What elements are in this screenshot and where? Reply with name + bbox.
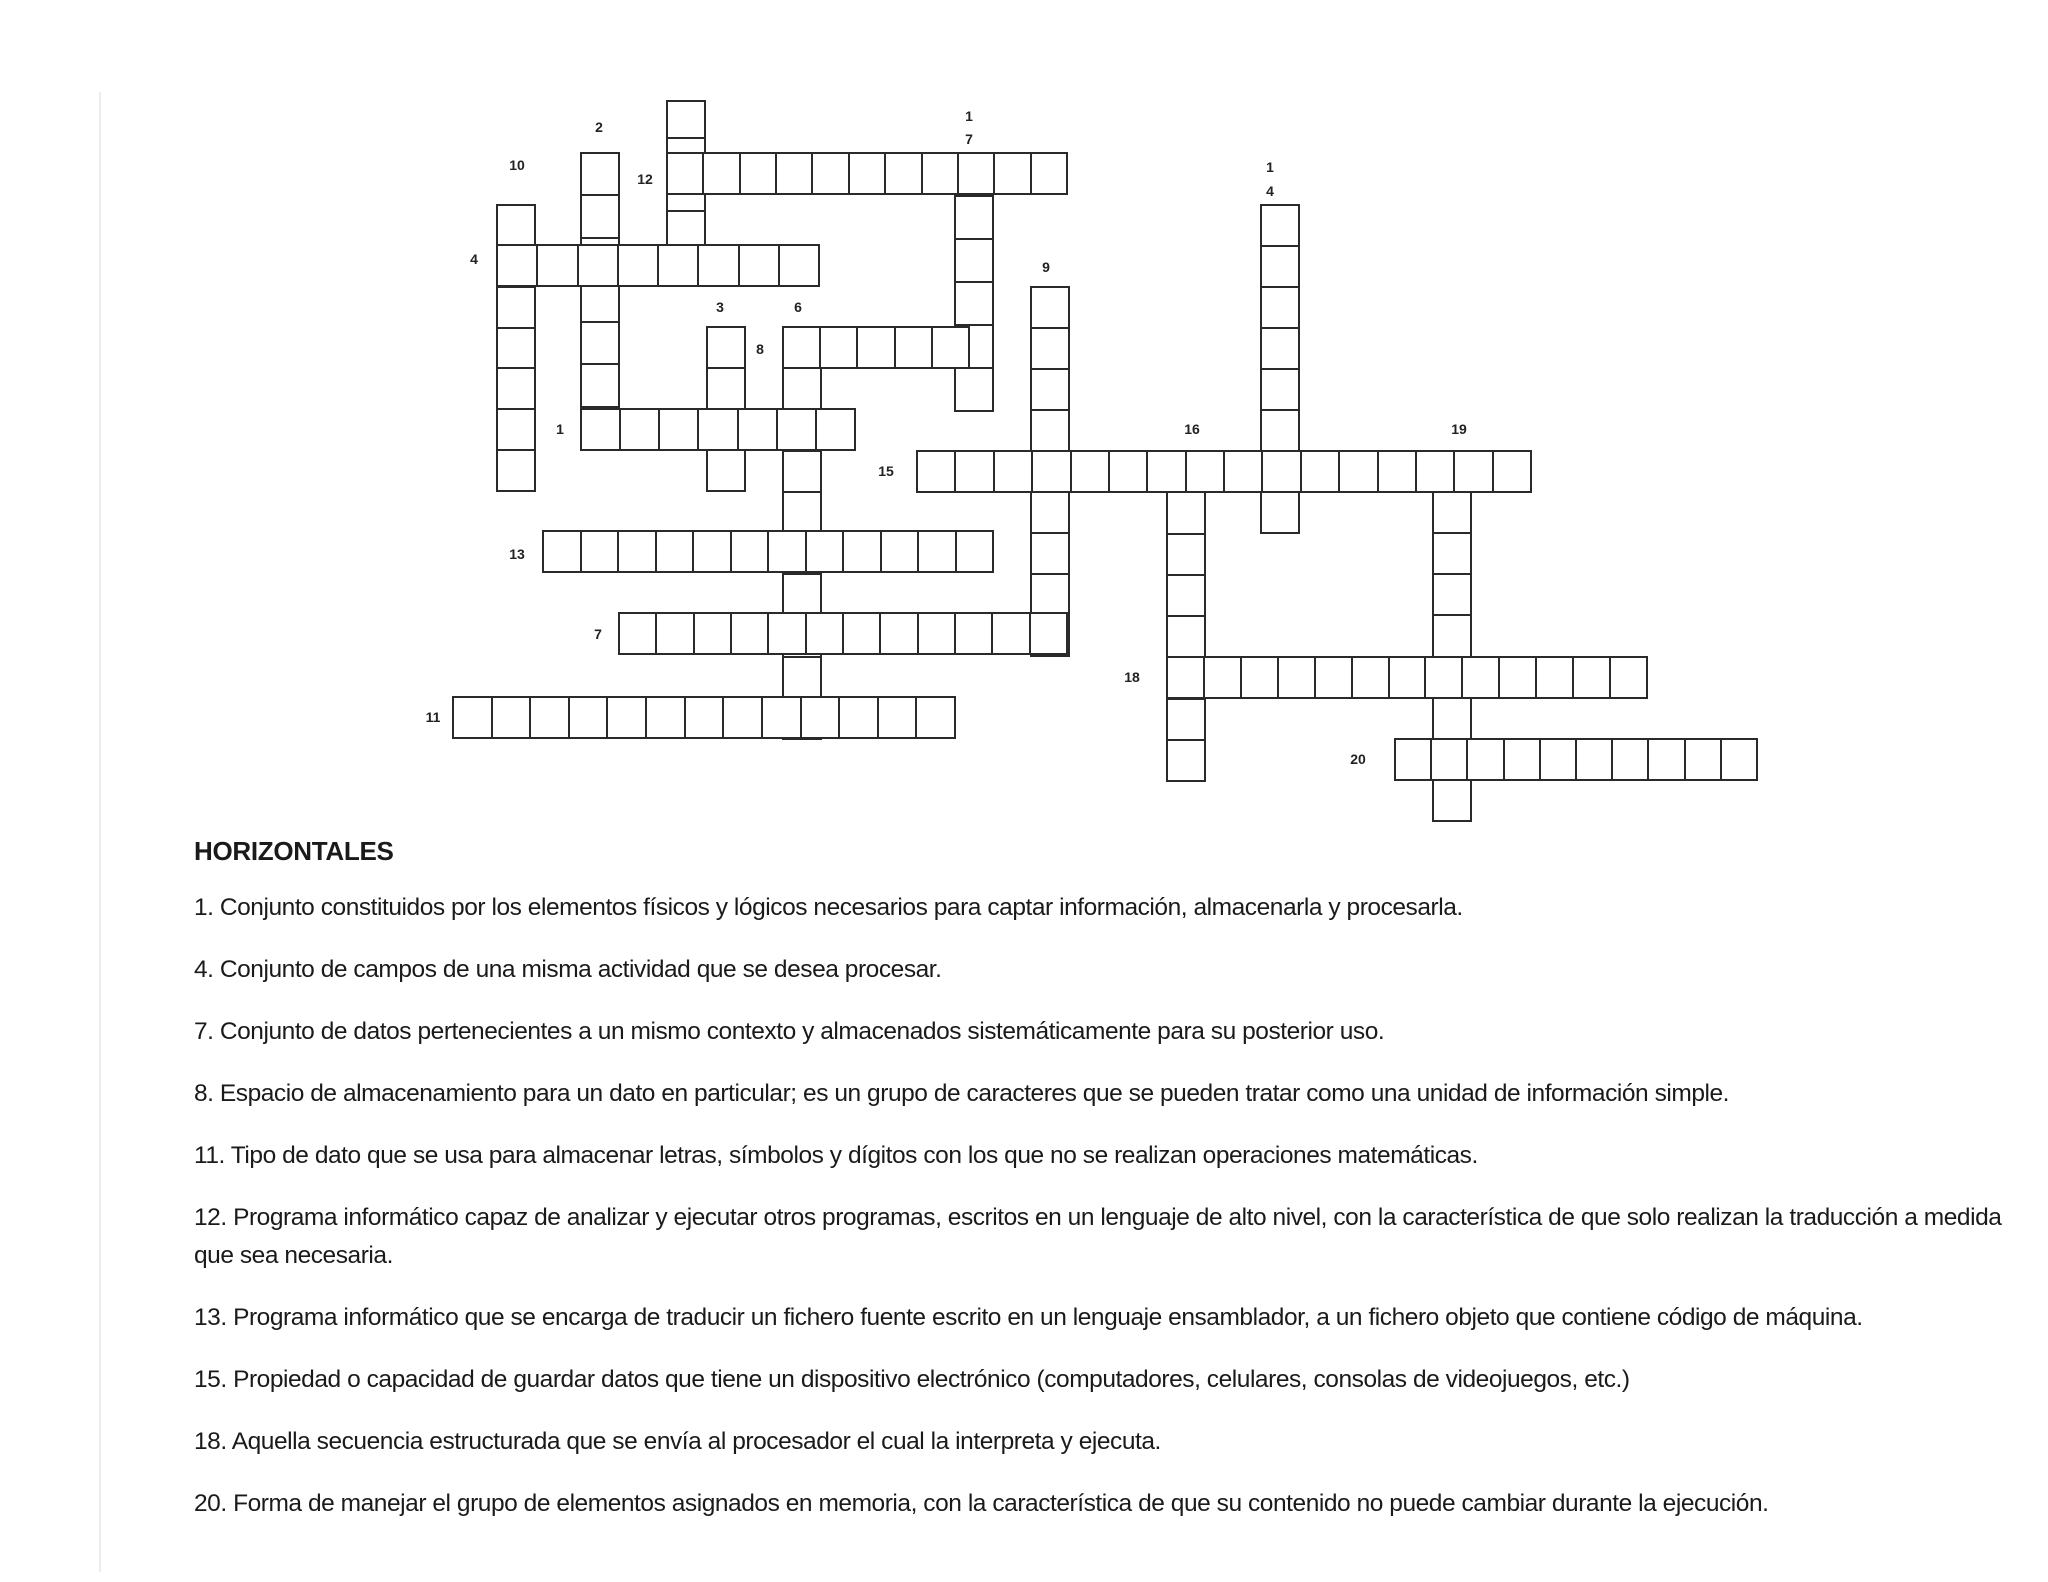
crossword-cell[interactable] (1203, 656, 1242, 699)
crossword-cell[interactable] (1461, 656, 1500, 699)
crossword-cell[interactable] (879, 612, 918, 655)
crossword-cell[interactable] (778, 244, 820, 287)
clue-item: 11. Tipo de dato que se usa para almacenar letras, símbolos y dígitos con los que no se realizan operaciones matemáticas. (194, 1142, 1478, 1169)
crossword-cell[interactable] (580, 152, 620, 196)
crossword-cell[interactable] (496, 367, 536, 410)
crossword-cell[interactable] (1609, 656, 1648, 699)
crossword-cell[interactable] (819, 326, 858, 369)
crossword-cell[interactable] (1539, 738, 1577, 781)
crossword-cell[interactable] (1388, 656, 1427, 699)
clue-item: 20. Forma de manejar el grupo de elementos asignados en memoria, con la característica de que su contenido no puede cambiar durante la ejecución. (194, 1490, 1769, 1517)
crossword-cell[interactable] (452, 696, 493, 739)
clue-number: 12 (637, 171, 653, 187)
crossword-cell[interactable] (666, 100, 706, 139)
clue-number: 7 (965, 131, 973, 147)
crossword-cell[interactable] (1432, 573, 1472, 616)
crossword-cell[interactable] (706, 367, 746, 410)
crossword-cell[interactable] (496, 449, 536, 492)
crossword-cell[interactable] (1277, 656, 1316, 699)
crossword-cell[interactable] (1611, 738, 1649, 781)
clue-number: 2 (595, 119, 603, 135)
crossword-cell[interactable] (1260, 368, 1300, 411)
crossword-cell[interactable] (782, 656, 822, 699)
crossword-cell[interactable] (730, 612, 769, 655)
crossword-cell[interactable] (767, 612, 806, 655)
crossword-cell[interactable] (496, 286, 536, 329)
crossword-cell[interactable] (496, 204, 536, 247)
crossword-cell[interactable] (957, 152, 995, 195)
crossword-cell[interactable] (800, 696, 841, 739)
crossword-cell[interactable] (1260, 245, 1300, 288)
crossword-cell[interactable] (491, 696, 532, 739)
clue-number: 3 (716, 299, 724, 315)
crossword-cell[interactable] (568, 696, 609, 739)
crossword-cell[interactable] (1166, 491, 1206, 534)
crossword-cell[interactable] (1647, 738, 1685, 781)
crossword-cell[interactable] (666, 152, 704, 195)
clue-number: 10 (509, 157, 525, 173)
crossword-cell[interactable] (1166, 533, 1206, 576)
crossword-cell[interactable] (1108, 450, 1148, 493)
clue-item: 15. Propiedad o capacidad de guardar datos que tiene un dispositivo electrónico (computadores, celulares, consolas de videojuegos, etc.) (194, 1366, 1630, 1393)
crossword-cell[interactable] (955, 530, 995, 573)
crossword-cell[interactable] (655, 612, 694, 655)
crossword-cell[interactable] (666, 210, 706, 249)
crossword-cell[interactable] (1030, 491, 1070, 534)
crossword-cell[interactable] (738, 244, 780, 287)
clue-number: 13 (509, 546, 525, 562)
crossword-cell[interactable] (815, 408, 856, 451)
crossword-cell[interactable] (954, 450, 994, 493)
crossword-cell[interactable] (993, 152, 1031, 195)
crossword-cell[interactable] (617, 244, 659, 287)
clue-number: 1 (965, 108, 973, 124)
crossword-cell[interactable] (1261, 450, 1301, 493)
crossword-cell[interactable] (782, 326, 821, 369)
crossword-cell[interactable] (1432, 491, 1472, 534)
crossword-cell[interactable] (1498, 656, 1537, 699)
clue-number: 18 (1124, 669, 1140, 685)
crossword-cell[interactable] (536, 244, 578, 287)
crossword-cell[interactable] (1453, 450, 1493, 493)
crossword-cell[interactable] (580, 530, 620, 573)
crossword-cell[interactable] (1260, 409, 1300, 452)
crossword-cell[interactable] (577, 244, 619, 287)
crossword-cell[interactable] (775, 152, 813, 195)
crossword-cell[interactable] (1466, 738, 1504, 781)
crossword-cell[interactable] (848, 152, 886, 195)
crossword-cell[interactable] (1338, 450, 1378, 493)
crossword-cell[interactable] (1684, 738, 1722, 781)
crossword-cell[interactable] (1166, 698, 1206, 741)
crossword-cell[interactable] (917, 612, 956, 655)
crossword-cell[interactable] (838, 696, 879, 739)
clue-number: 4 (470, 251, 478, 267)
crossword-cell[interactable] (580, 321, 620, 365)
crossword-cell[interactable] (1572, 656, 1611, 699)
crossword-cell[interactable] (1432, 532, 1472, 575)
clue-item: 4. Conjunto de campos de una misma actividad que se desea procesar. (194, 956, 942, 983)
crossword-cell[interactable] (805, 612, 844, 655)
crossword-cell[interactable] (931, 326, 970, 369)
crossword-cell[interactable] (730, 530, 770, 573)
crossword-cell[interactable] (894, 326, 933, 369)
crossword-cell[interactable] (722, 696, 763, 739)
crossword-cell[interactable] (991, 612, 1030, 655)
crossword-cell[interactable] (1030, 368, 1070, 411)
crossword-cell[interactable] (782, 573, 822, 616)
crossword-cell[interactable] (706, 449, 746, 492)
crossword-cell[interactable] (1029, 612, 1068, 655)
crossword-cell[interactable] (782, 367, 822, 410)
clue-number: 9 (1042, 259, 1050, 275)
crossword-cell[interactable] (580, 194, 620, 238)
crossword-cell[interactable] (954, 612, 993, 655)
crossword-cell[interactable] (842, 530, 882, 573)
crossword-cell[interactable] (702, 152, 740, 195)
clues-section (194, 836, 2024, 1547)
clue-item: 8. Espacio de almacenamiento para un dato en particular; es un grupo de caracteres que se pueden tratar como una unidad de información simple. (194, 1080, 1730, 1107)
crossword-cell[interactable] (915, 696, 956, 739)
crossword-cell[interactable] (693, 612, 732, 655)
crossword-cell[interactable] (1185, 450, 1225, 493)
crossword-cell[interactable] (1720, 738, 1758, 781)
crossword-cell[interactable] (954, 238, 994, 283)
clue-number: 11 (425, 709, 441, 725)
crossword-cell[interactable] (1535, 656, 1574, 699)
clue-item: 13. Programa informático que se encarga de traducir un fichero fuente escrito en un lenguaje ensamblador, a un fichero objeto que contiene código de máquina. (194, 1304, 1863, 1331)
clue-number: 7 (594, 626, 602, 642)
crossword-cell[interactable] (954, 281, 994, 326)
crossword-cell[interactable] (1260, 327, 1300, 370)
crossword-cell[interactable] (737, 408, 778, 451)
crossword-cell[interactable] (1030, 409, 1070, 452)
crossword-cell[interactable] (1394, 738, 1432, 781)
crossword-cell[interactable] (880, 530, 920, 573)
crossword-cell[interactable] (1260, 204, 1300, 247)
crossword-cell[interactable] (767, 530, 807, 573)
crossword-cell[interactable] (1432, 697, 1472, 740)
clue-item: 12. Programa informático capaz de analizar y ejecutar otros programas, escritos en un lenguaje de alto nivel, con la característica de que solo realizan la traducción a medida que sea necesaria. (194, 1204, 2002, 1269)
crossword-cell[interactable] (782, 491, 822, 534)
crossword-cell[interactable] (921, 152, 959, 195)
crossword-cell[interactable] (619, 408, 660, 451)
clue-number: 16 (1184, 421, 1200, 437)
crossword-cell[interactable] (697, 244, 739, 287)
crossword-cell[interactable] (954, 367, 994, 412)
crossword-cell[interactable] (496, 327, 536, 370)
crossword-cell[interactable] (1503, 738, 1541, 781)
crossword-cell[interactable] (1030, 327, 1070, 370)
clue-number: 20 (1350, 751, 1366, 767)
clue-number: 1 (556, 421, 564, 437)
crossword-cell[interactable] (1030, 532, 1070, 575)
crossword-cell[interactable] (655, 530, 695, 573)
crossword-cell[interactable] (1166, 739, 1206, 782)
crossword-cell[interactable] (842, 612, 881, 655)
crossword-cell[interactable] (761, 696, 802, 739)
crossword-cell[interactable] (782, 450, 822, 493)
crossword-cell[interactable] (1424, 656, 1463, 699)
crossword-cell[interactable] (1070, 450, 1110, 493)
crossword-cell[interactable] (580, 363, 620, 407)
crossword-cell[interactable] (884, 152, 922, 195)
crossword-cell[interactable] (916, 450, 956, 493)
crossword-cell[interactable] (496, 408, 536, 451)
clue-list (194, 889, 2024, 1523)
clue-number: 1 (1266, 159, 1274, 175)
clue-item: 7. Conjunto de datos pertenecientes a un mismo contexto y almacenados sistemáticamente para su posterior uso. (194, 1018, 1385, 1045)
crossword-cell[interactable] (1300, 450, 1340, 493)
clues-heading: HORIZONTALES (194, 836, 394, 866)
crossword-cell[interactable] (739, 152, 777, 195)
crossword-cell[interactable] (1432, 779, 1472, 822)
crossword-cell[interactable] (706, 326, 746, 369)
crossword-cell[interactable] (811, 152, 849, 195)
crossword-cell[interactable] (684, 696, 725, 739)
crossword-cell[interactable] (617, 530, 657, 573)
crossword-cell[interactable] (1030, 152, 1068, 195)
crossword-cell[interactable] (1240, 656, 1279, 699)
crossword-cell[interactable] (1314, 656, 1353, 699)
crossword-cell[interactable] (856, 326, 895, 369)
crossword-cell[interactable] (954, 195, 994, 240)
crossword-cell[interactable] (805, 530, 845, 573)
clue-item: 1. Conjunto constituidos por los elementos físicos y lógicos necesarios para captar información, almacenarla y procesarla. (194, 894, 1463, 921)
crossword-cell[interactable] (776, 408, 817, 451)
clue-number: 19 (1451, 421, 1467, 437)
crossword-cell[interactable] (1260, 491, 1300, 534)
crossword-cell[interactable] (658, 408, 699, 451)
crossword-cell[interactable] (1166, 615, 1206, 658)
crossword-cell[interactable] (1575, 738, 1613, 781)
clue-number: 8 (756, 341, 764, 357)
crossword-cell[interactable] (1351, 656, 1390, 699)
crossword-cell[interactable] (1415, 450, 1455, 493)
crossword-cell[interactable] (1377, 450, 1417, 493)
clue-number: 4 (1266, 183, 1274, 199)
clue-number: 15 (878, 463, 894, 479)
crossword-cell[interactable] (1166, 574, 1206, 617)
crossword-cell[interactable] (697, 408, 738, 451)
crossword-cell[interactable] (1432, 614, 1472, 657)
crossword-cell[interactable] (1146, 450, 1186, 493)
crossword-cell[interactable] (692, 530, 732, 573)
crossword-cell[interactable] (1030, 286, 1070, 329)
crossword-cell[interactable] (1166, 656, 1205, 699)
crossword-cell[interactable] (1492, 450, 1532, 493)
crossword-cell[interactable] (877, 696, 918, 739)
crossword-cell[interactable] (1223, 450, 1263, 493)
crossword-cell[interactable] (542, 530, 582, 573)
crossword-cell[interactable] (1031, 450, 1071, 493)
crossword-cell[interactable] (1430, 738, 1468, 781)
crossword-cell[interactable] (917, 530, 957, 573)
crossword-cell[interactable] (657, 244, 699, 287)
crossword-cell[interactable] (1030, 573, 1070, 616)
crossword-cell[interactable] (606, 696, 647, 739)
crossword-cell[interactable] (580, 408, 621, 451)
crossword-cell[interactable] (496, 244, 538, 287)
clue-number: 6 (794, 299, 802, 315)
crossword-cell[interactable] (645, 696, 686, 739)
crossword-cell[interactable] (993, 450, 1033, 493)
clue-item: 18. Aquella secuencia estructurada que se envía al procesador el cual la interpreta y ejecuta. (194, 1428, 1161, 1455)
crossword-cell[interactable] (1260, 286, 1300, 329)
crossword-cell[interactable] (618, 612, 657, 655)
margin-line (99, 92, 101, 1572)
crossword-cell[interactable] (529, 696, 570, 739)
